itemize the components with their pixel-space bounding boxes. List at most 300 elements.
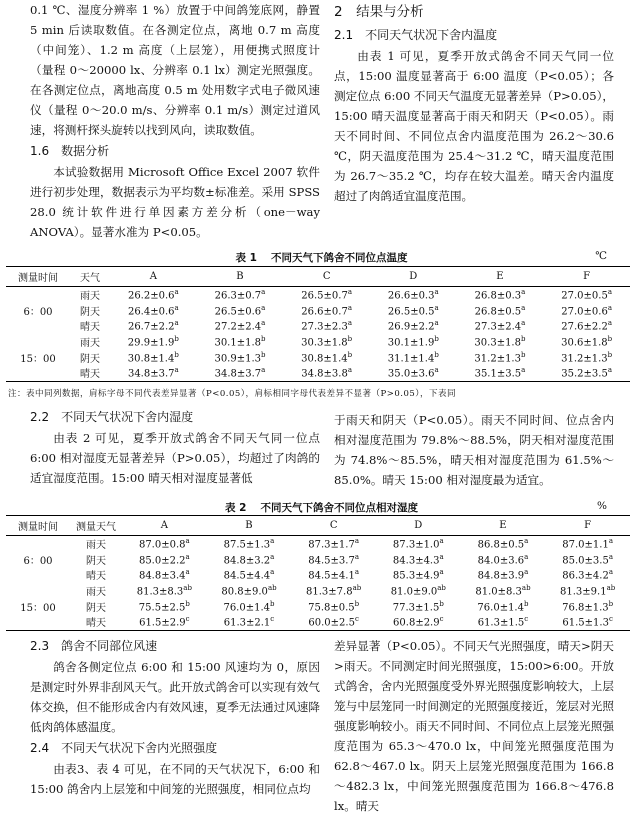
time-cell — [6, 334, 70, 350]
table-row — [6, 365, 630, 381]
significance-letter: b — [347, 334, 353, 343]
value-cell — [110, 287, 197, 303]
value-cell — [283, 334, 370, 350]
weather-cell: 阴天 — [86, 602, 106, 614]
table-row — [6, 349, 630, 365]
weather-cell: 雨天 — [86, 587, 106, 599]
table2-header: B — [207, 516, 292, 536]
significance-letter: a — [185, 537, 190, 546]
paragraph-humidity: 由表 2 可见，夏季开放式鸽舍不同天气同一位点 6:00 相对湿度无显著差异（P>0.05），均超过了肉鸽的适宜湿度范围。15:00 晴天相对湿度显著低 — [30, 431, 320, 485]
value-text: 85.3±4.9 — [392, 570, 440, 582]
significance-letter: c — [354, 615, 359, 624]
value-cell — [370, 365, 457, 381]
table1-header: B — [197, 267, 284, 287]
value-cell — [545, 552, 630, 568]
value-text: 31.2±1.3 — [474, 352, 521, 364]
value-text: 75.5±2.5 — [138, 601, 186, 613]
value-cell — [207, 598, 292, 614]
value-text: 76.8±1.3 — [562, 601, 609, 613]
value-text: 84.3±4.3 — [392, 555, 440, 567]
value-text: 84.8±3.2 — [223, 555, 271, 567]
table2-header: E — [461, 516, 546, 536]
significance-letter: a — [347, 303, 353, 312]
table1-note: 注：表中同列数据，肩标字母不同代表差异显著（P<0.05），肩标相同字母代表差异不显著（P>0.05），下表同 — [8, 389, 457, 399]
significance-letter: a — [174, 303, 179, 312]
value-text: 87.5±1.3 — [223, 539, 271, 551]
weather-cell: 阴天 — [86, 555, 106, 567]
significance-letter: c — [608, 615, 613, 624]
significance-letter: a — [354, 537, 360, 546]
table-row — [6, 567, 630, 583]
value-cell — [283, 365, 370, 381]
value-text: 35.1±3.5 — [474, 368, 522, 380]
significance-letter: a — [521, 366, 526, 375]
value-cell — [370, 303, 457, 319]
value-cell — [543, 334, 630, 350]
significance-letter: a — [607, 288, 613, 297]
paragraph-wind: 鸽舍各侧定位点 6:00 和 15:00 风速均为 0，原因是测定时外界非刮风天气。此开放式鸽舍可以实现有效气体交换，但不能形成舍内有效风速，夏季无法通过风速降低肉鸽体感温度。 — [30, 660, 320, 734]
table2-header: C — [291, 516, 376, 536]
value-cell — [197, 287, 284, 303]
significance-letter: a — [521, 288, 526, 297]
value-cell — [543, 303, 630, 319]
value-cell — [197, 334, 284, 350]
value-cell — [545, 567, 630, 583]
value-text: 30.8±1.4 — [301, 352, 348, 364]
table2-header-row — [6, 516, 630, 536]
table2-header: D — [376, 516, 461, 536]
significance-letter: b — [347, 350, 353, 359]
value-text: 30.6±1.8 — [561, 337, 608, 349]
value-text: 30.8±1.4 — [127, 352, 175, 364]
value-cell — [122, 598, 207, 614]
value-cell — [283, 349, 370, 365]
significance-letter: a — [607, 303, 613, 312]
time-cell — [6, 614, 70, 630]
table2-caption — [0, 500, 643, 515]
value-text: 27.2±2.4 — [214, 321, 262, 333]
value-cell — [197, 349, 284, 365]
significance-letter: a — [439, 537, 444, 546]
significance-letter: a — [261, 319, 266, 328]
value-cell — [370, 287, 457, 303]
value-text: 61.3±1.5 — [477, 617, 525, 629]
significance-letter: ab — [521, 583, 531, 592]
value-text: 26.5±0.6 — [214, 306, 262, 318]
value-text: 30.3±1.8 — [474, 337, 521, 349]
value-cell — [376, 552, 461, 568]
value-text: 35.2±3.5 — [561, 368, 608, 380]
section-heading-2-1: 2.1 不同天气状况下舍内温度 — [334, 28, 498, 42]
value-cell — [370, 349, 457, 365]
value-text: 84.8±3.9 — [477, 570, 525, 582]
significance-letter: a — [524, 568, 529, 577]
significance-letter: b — [608, 599, 614, 608]
value-cell — [291, 614, 376, 630]
value-text: 87.0±0.8 — [138, 539, 186, 551]
significance-letter: a — [174, 319, 179, 328]
value-text: 86.3±4.2 — [562, 570, 609, 582]
value-text: 27.0±0.5 — [561, 290, 608, 302]
weather-cell: 雨天 — [86, 540, 106, 552]
value-text: 84.5±3.7 — [308, 555, 355, 567]
value-text: 61.5±1.3 — [562, 617, 609, 629]
right-column-mid — [334, 410, 614, 490]
section-heading-2-2: 2.2 不同天气状况下舍内湿度 — [30, 410, 194, 424]
value-text: 27.0±0.6 — [561, 306, 608, 318]
value-cell — [197, 318, 284, 334]
significance-letter: a — [439, 552, 444, 561]
value-text: 35.0±3.6 — [387, 368, 435, 380]
value-cell — [207, 567, 292, 583]
value-cell — [457, 303, 544, 319]
weather-cell: 雨天 — [80, 338, 100, 350]
value-text: 30.1±1.9 — [387, 337, 435, 349]
significance-letter: b — [607, 334, 613, 343]
significance-letter: b — [174, 350, 179, 359]
value-cell — [291, 552, 376, 568]
value-cell — [543, 318, 630, 334]
table-row — [6, 583, 630, 599]
table-row — [6, 334, 630, 350]
section-heading-2-4: 2.4 不同天气状况下舍内光照强度 — [30, 741, 218, 755]
significance-letter: b — [354, 599, 360, 608]
significance-letter: a — [261, 288, 266, 297]
significance-letter: a — [439, 568, 444, 577]
significance-letter: a — [607, 319, 613, 328]
significance-letter: a — [261, 366, 266, 375]
value-text: 34.8±3.7 — [214, 368, 262, 380]
table1-label: 表 1 — [235, 252, 257, 264]
value-text: 34.8±3.7 — [127, 368, 175, 380]
significance-letter: b — [520, 334, 526, 343]
value-cell — [461, 552, 546, 568]
value-text: 26.3±0.7 — [214, 290, 262, 302]
paragraph-methods-end: 0.1 ℃、湿度分辨率 1 %）放置于中间鸽笼底网，静置 5 min 后读取数值。在各测定位点，离地 0.7 m 高度（中间笼）、1.2 m 高度（上层笼），用便携式照度计（量程 0～20000 lx、分辨率 0.1 lx）测定光照强度。在各测定位点，离地高度 0.5 m 处用数字式电子微风速仪（量程 0～20.0 m/s、分辨率 0.1 m/s）测定过道风速，将测杆探头旋转以找到风向，读取数值。 — [30, 3, 320, 137]
time-cell — [6, 365, 70, 381]
value-text: 80.8±9.0 — [221, 586, 268, 598]
value-text: 87.0±1.1 — [562, 539, 609, 551]
value-text: 76.0±1.4 — [223, 601, 271, 613]
value-text: 86.8±0.5 — [477, 539, 525, 551]
section-heading-2-3: 2.3 鸽舍不同部位风速 — [30, 639, 158, 653]
table2-label: 表 2 — [225, 502, 247, 514]
paragraph-data-analysis: 本试验数据用 Microsoft Office Excel 2007 软件进行初步处理，数据表示为平均数±标准差。采用 SPSS 28.0 统计软件进行单因素方差分析（one－way ANOVA）。显著水准为 P<0.05。 — [30, 165, 320, 239]
value-cell — [122, 567, 207, 583]
value-text: 26.4±0.6 — [127, 306, 175, 318]
significance-letter: c — [185, 615, 190, 624]
value-text: 27.6±2.2 — [561, 321, 608, 333]
significance-letter: a — [270, 568, 275, 577]
paragraph-light-cont: 差异显著（P<0.05）。不同天气光照强度，晴天>阴天>雨天。不同测定时间光照强度，15:00>6:00。开放式鸽舍，舍内光照强度受外界光照强度影响较大，上层笼与中层笼同一时间测定的光照强度接近，笼层对光照强度影响较小。雨天不同时间、不同位点上层笼光照强度范围为 65.3～470.0 lx，中间笼光照强度范围为 62.8～467.0 lx。阴天上层笼光照强度范围为 166.8～482.3 lx，中间笼光照强度范围为 166.8～476.8 lx。晴天 — [334, 639, 614, 813]
table2-header: F — [545, 516, 630, 536]
significance-letter: a — [524, 537, 529, 546]
value-cell — [122, 536, 207, 552]
table1-header: D — [370, 267, 457, 287]
table1-header: E — [457, 267, 544, 287]
significance-letter: a — [354, 568, 360, 577]
value-cell — [291, 598, 376, 614]
value-cell — [122, 614, 207, 630]
significance-letter: a — [608, 568, 614, 577]
value-text: 84.0±3.6 — [477, 555, 525, 567]
table2-title: 不同天气下鸽舍不同位点相对湿度 — [260, 502, 418, 514]
value-text: 85.0±2.2 — [138, 555, 186, 567]
table1-header: C — [283, 267, 370, 287]
significance-letter: b — [174, 334, 179, 343]
value-text: 61.3±2.1 — [223, 617, 271, 629]
value-text: 61.5±2.9 — [139, 617, 186, 629]
value-cell — [110, 303, 197, 319]
value-text: 81.0±8.3 — [475, 586, 522, 598]
value-cell — [291, 567, 376, 583]
time-cell: 6：00 — [23, 555, 53, 567]
value-cell — [543, 287, 630, 303]
value-cell — [461, 583, 546, 599]
time-cell: 6：00 — [23, 306, 53, 318]
significance-letter: a — [434, 366, 439, 375]
value-cell — [545, 583, 630, 599]
value-text: 77.3±1.5 — [392, 601, 440, 613]
table1-header-row — [6, 267, 630, 287]
table-row — [6, 536, 630, 552]
paragraph-humidity-cont: 于雨天和阴天（P<0.05）。雨天不同时间、位点舍内相对湿度范围为 79.8%～88.5%，阴天相对湿度范围为 74.8%～85.5%，晴天相对湿度范围为 61.5%～85.0%。晴天 15:00 相对湿度最为适宜。 — [334, 413, 614, 487]
value-cell — [545, 614, 630, 630]
value-cell — [461, 567, 546, 583]
value-cell — [110, 318, 197, 334]
value-text: 76.0±1.4 — [477, 601, 524, 613]
significance-letter: a — [524, 552, 529, 561]
value-text: 31.2±1.3 — [561, 352, 608, 364]
value-cell — [207, 614, 292, 630]
value-text: 26.5±0.7 — [301, 290, 348, 302]
weather-cell: 雨天 — [80, 291, 100, 303]
value-text: 26.2±0.6 — [127, 290, 175, 302]
significance-letter: a — [354, 552, 360, 561]
time-cell — [6, 287, 70, 303]
weather-cell: 阴天 — [80, 353, 100, 365]
value-text: 27.3±2.3 — [301, 321, 348, 333]
value-cell — [291, 536, 376, 552]
value-text: 31.1±1.4 — [387, 352, 435, 364]
significance-letter: a — [434, 288, 439, 297]
table2-header: 测量天气 — [70, 516, 122, 536]
value-text: 87.3±1.0 — [392, 539, 440, 551]
table1-header: 测量时间 — [6, 267, 70, 287]
table1-header: F — [543, 267, 630, 287]
value-text: 27.3±2.4 — [474, 321, 522, 333]
weather-cell: 晴天 — [70, 614, 122, 630]
value-text: 87.3±1.7 — [308, 539, 355, 551]
table2-header: A — [122, 516, 207, 536]
value-text: 26.7±2.2 — [127, 321, 175, 333]
value-cell — [457, 349, 544, 365]
significance-letter: a — [347, 319, 353, 328]
right-column-top — [334, 0, 614, 206]
table-row — [6, 552, 630, 568]
time-cell — [6, 318, 70, 334]
table-row — [6, 303, 630, 319]
value-cell — [461, 536, 546, 552]
significance-letter: b — [439, 599, 444, 608]
value-cell — [461, 614, 546, 630]
value-text: 26.9±2.2 — [387, 321, 435, 333]
value-cell — [207, 536, 292, 552]
table2-header: 测量时间 — [6, 516, 70, 536]
value-cell — [283, 303, 370, 319]
value-cell — [110, 334, 197, 350]
value-cell — [376, 598, 461, 614]
left-column-top — [30, 0, 320, 242]
time-cell — [6, 567, 70, 583]
value-text: 26.5±0.5 — [387, 306, 435, 318]
significance-letter: ab — [352, 583, 362, 592]
value-cell — [545, 536, 630, 552]
value-text: 85.0±3.5 — [562, 555, 609, 567]
value-text: 26.8±0.5 — [474, 306, 522, 318]
significance-letter: b — [434, 334, 439, 343]
left-column-bottom — [30, 635, 320, 799]
left-column-mid — [30, 406, 320, 488]
significance-letter: a — [608, 537, 614, 546]
table-row — [6, 598, 630, 614]
significance-letter: a — [270, 537, 275, 546]
value-text: 81.0±9.0 — [390, 586, 438, 598]
value-cell — [122, 552, 207, 568]
significance-letter: b — [185, 599, 190, 608]
paragraph-temperature: 由表 1 可见，夏季开放式鸽舍不同天气同一位点，15:00 温度显著高于 6:00 温度（P<0.05）；各测定位点 6:00 不同天气温度无显著差异（P>0.05），15:00 晴天温度显著高于雨天和阴天（P<0.05）。雨天不同时间、不同位点舍内温度范围为 26.2～30.6 ℃，阴天温度范围为 25.4～31.2 ℃，晴天温度范围为 26.7～35.2 ℃，均存在较大温差。晴天舍内温度超过了肉鸽适宜温度范围。 — [334, 49, 614, 203]
value-cell — [197, 365, 284, 381]
significance-letter: a — [185, 568, 190, 577]
table2 — [6, 515, 630, 631]
value-cell — [457, 334, 544, 350]
table1-unit: ℃ — [595, 250, 607, 262]
value-cell — [207, 552, 292, 568]
significance-letter: ab — [606, 583, 616, 592]
significance-letter: a — [185, 552, 190, 561]
value-cell — [376, 614, 461, 630]
significance-letter: c — [439, 615, 444, 624]
significance-letter: a — [174, 288, 179, 297]
time-cell: 15：00 — [20, 602, 56, 614]
table1-caption — [0, 250, 643, 265]
significance-letter: a — [608, 552, 614, 561]
significance-letter: ab — [437, 583, 446, 592]
significance-letter: a — [270, 552, 275, 561]
value-text: 81.3±7.8 — [306, 586, 353, 598]
table-row — [6, 287, 630, 303]
value-cell — [545, 598, 630, 614]
value-cell — [457, 287, 544, 303]
value-text: 26.8±0.3 — [474, 290, 522, 302]
value-cell — [457, 365, 544, 381]
value-text: 60.8±2.9 — [393, 617, 440, 629]
value-cell — [461, 598, 546, 614]
significance-letter: b — [270, 599, 275, 608]
significance-letter: a — [347, 366, 353, 375]
significance-letter: ab — [183, 583, 192, 592]
weather-cell: 晴天 — [86, 571, 106, 583]
table1 — [6, 266, 630, 382]
value-cell — [283, 318, 370, 334]
table-row — [6, 614, 630, 630]
significance-letter: c — [270, 615, 275, 624]
value-cell — [376, 583, 461, 599]
significance-letter: b — [434, 350, 439, 359]
value-text: 29.9±1.9 — [127, 337, 175, 349]
value-cell — [122, 583, 207, 599]
weather-cell: 晴天 — [70, 365, 110, 381]
value-text: 84.8±3.4 — [138, 570, 186, 582]
value-cell — [110, 349, 197, 365]
value-cell — [197, 303, 284, 319]
value-text: 26.6±0.7 — [301, 306, 348, 318]
significance-letter: a — [434, 303, 439, 312]
significance-letter: b — [607, 350, 613, 359]
value-cell — [291, 583, 376, 599]
right-column-bottom — [334, 636, 614, 816]
value-text: 84.5±4.1 — [308, 570, 355, 582]
paragraph-light: 由表3、表 4 可见，在不同的天气状况下，6:00 和 15:00 鸽舍内上层笼和中间笼的光照强度，相同位点均 — [30, 762, 320, 796]
weather-cell: 晴天 — [80, 322, 100, 334]
significance-letter: a — [174, 366, 179, 375]
significance-letter: a — [261, 303, 266, 312]
table1-header: A — [110, 267, 197, 287]
value-cell — [376, 536, 461, 552]
value-cell — [283, 287, 370, 303]
value-text: 26.6±0.3 — [387, 290, 435, 302]
significance-letter: a — [521, 319, 526, 328]
section-heading-2: 2 结果与分析 — [334, 4, 424, 20]
table-row — [6, 318, 630, 334]
value-text: 30.1±1.8 — [214, 337, 262, 349]
time-cell — [6, 583, 70, 599]
value-text: 81.3±9.1 — [560, 586, 607, 598]
value-text: 75.8±0.5 — [308, 601, 355, 613]
table1-header: 天气 — [70, 267, 110, 287]
value-cell — [543, 365, 630, 381]
value-text: 34.8±3.8 — [301, 368, 348, 380]
table1-title: 不同天气下鸽舍不同位点温度 — [270, 252, 408, 264]
value-cell — [370, 318, 457, 334]
significance-letter: c — [524, 615, 529, 624]
table2-unit: % — [597, 500, 607, 512]
value-cell — [207, 583, 292, 599]
value-text: 81.3±8.3 — [136, 586, 184, 598]
value-cell — [457, 318, 544, 334]
significance-letter: b — [261, 334, 266, 343]
significance-letter: a — [521, 303, 526, 312]
section-heading-1-6: 1.6 数据分析 — [30, 144, 110, 158]
significance-letter: b — [520, 350, 526, 359]
significance-letter: ab — [267, 583, 277, 592]
time-cell — [6, 536, 70, 552]
time-cell: 15：00 — [20, 353, 56, 365]
value-text: 30.9±1.3 — [214, 352, 262, 364]
value-cell — [110, 365, 197, 381]
value-cell — [370, 334, 457, 350]
weather-cell: 阴天 — [80, 306, 100, 318]
significance-letter: b — [523, 599, 529, 608]
value-cell — [543, 349, 630, 365]
significance-letter: a — [434, 319, 439, 328]
value-text: 60.0±2.5 — [308, 617, 355, 629]
significance-letter: a — [347, 288, 353, 297]
value-text: 30.3±1.8 — [301, 337, 348, 349]
value-cell — [376, 567, 461, 583]
significance-letter: a — [607, 366, 613, 375]
value-text: 84.5±4.4 — [223, 570, 271, 582]
